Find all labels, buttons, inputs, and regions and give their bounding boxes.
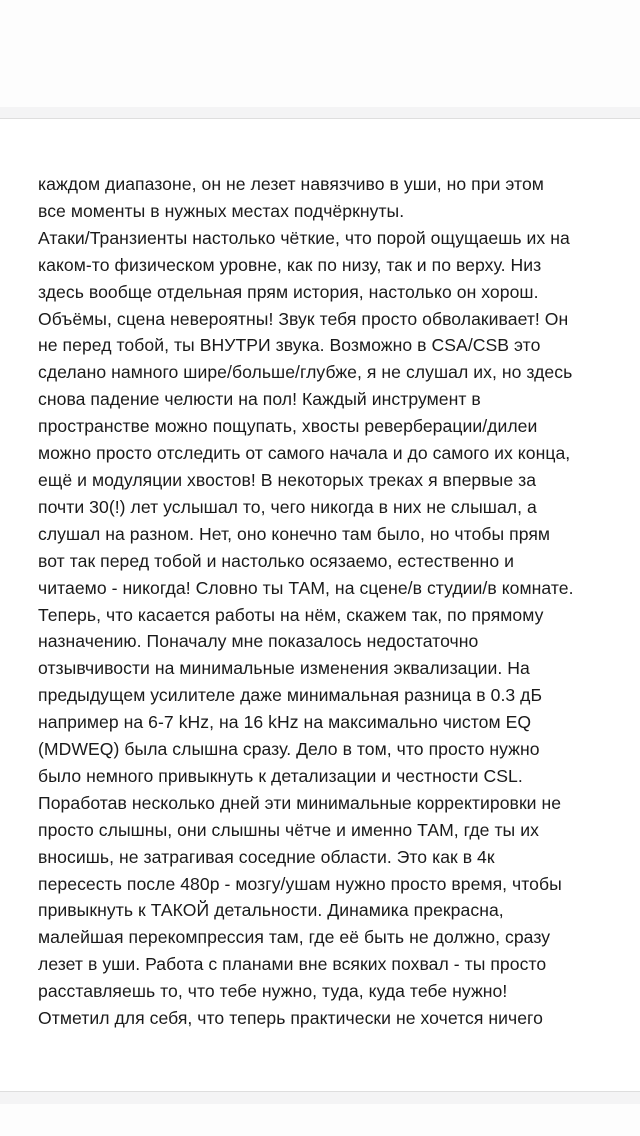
- text-line: Поработав несколько дней эти минимальные корректировки не: [38, 792, 562, 813]
- bottom-margin: [0, 1104, 640, 1136]
- text-line: почти 30(!) лет услышал то, чего никогда в них не слышал, а: [38, 496, 537, 517]
- text-line: Объёмы, сцена невероятны! Звук тебя просто обволакивает! Он: [38, 308, 569, 329]
- text-line: можно просто отследить от самого начала и до самого их конца,: [38, 443, 571, 464]
- text-line: например на 6-7 kHz, на 16 kHz на максимально чистом EQ: [38, 712, 532, 733]
- text-line: Атаки/Транзиенты настолько чёткие, что порой ощущаешь их на: [38, 227, 570, 248]
- text-line: снова падение челюсти на пол! Каждый инструмент в: [38, 389, 481, 410]
- text-line: пространстве можно пощупать, хвосты реверберации/дилеи: [38, 416, 538, 437]
- body-text: [38, 171, 608, 1032]
- text-line: лезет в уши. Работа с планами вне всяких похвал - ты просто: [38, 954, 547, 975]
- text-line: Теперь, что касается работы на нём, скажем так, по прямому: [38, 604, 544, 625]
- text-line: назначению. Поначалу мне показалось недостаточно: [38, 631, 479, 652]
- text-line: пересесть после 480р - мозгу/ушам нужно просто время, чтобы: [38, 873, 562, 894]
- text-line: не перед тобой, ты ВНУТРИ звука. Возможно в CSA/CSB это: [38, 335, 541, 356]
- document-page[interactable]: [0, 118, 640, 1092]
- text-line: читаемо - никогда! Словно ты ТАМ, на сцене/в студии/в комнате.: [38, 577, 574, 598]
- text-line: вот так перед тобой и настолько осязаемо, естественно и: [38, 550, 514, 571]
- text-line: предыдущем усилителе даже минимальная разница в 0.3 дБ: [38, 685, 543, 706]
- text-line: расставляешь то, что тебе нужно, туда, куда тебе нужно!: [38, 981, 508, 1002]
- text-line: отзывчивости на минимальные изменения эквализации. На: [38, 658, 530, 679]
- top-margin: [0, 0, 640, 107]
- text-line: каждом диапазоне, он не лезет навязчиво в уши, но при этом: [38, 174, 544, 194]
- text-line: каком-то физическом уровне, как по низу, так и по верху. Низ: [38, 254, 542, 275]
- text-line: вносишь, не затрагивая соседние области. Это как в 4к: [38, 846, 495, 867]
- text-line: просто слышны, они слышны чётче и именно ТАМ, где ты их: [38, 819, 539, 840]
- text-line: ещё и модуляции хвостов! В некоторых треках я впервые за: [38, 469, 537, 490]
- text-line: сделано намного шире/больше/глубже, я не слушал их, но здесь: [38, 362, 573, 383]
- text-line: здесь вообще отдельная прям история, настолько он хорош.: [38, 281, 539, 302]
- text-line: привыкнуть к ТАКОЙ детальности. Динамика прекрасна,: [38, 900, 504, 921]
- text-line: (MDWEQ) была слышна сразу. Дело в том, что просто нужно: [38, 739, 540, 760]
- text-line: все моменты в нужных местах подчёркнуты.: [38, 200, 405, 221]
- text-line: было немного привыкнуть к детализации и честности CSL.: [38, 765, 523, 786]
- text-line: малейшая перекомпрессия там, где её быть не должно, сразу: [38, 927, 551, 948]
- text-line: Отметил для себя, что теперь практически не хочется ничего: [38, 1008, 543, 1029]
- text-line: слушал на разном. Нет, оно конечно там было, но чтобы прям: [38, 523, 551, 544]
